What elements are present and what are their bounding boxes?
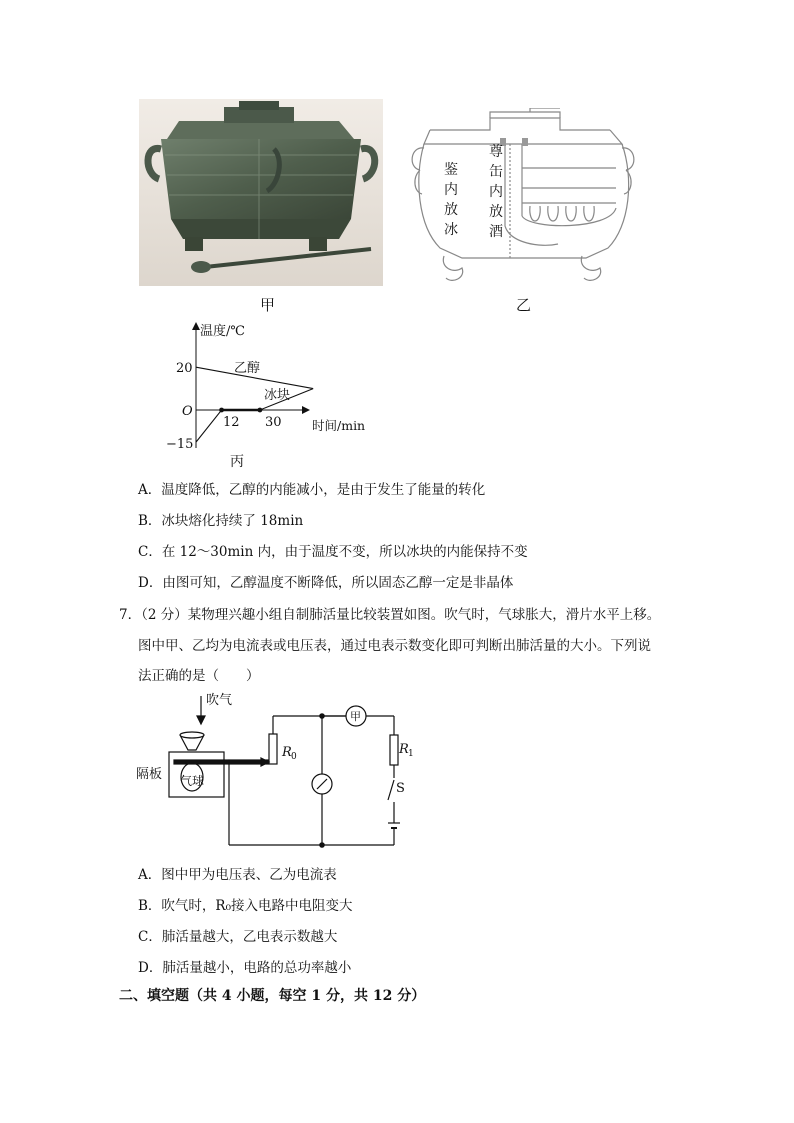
q7-option-b: B．吹气时，R₀接入电路中电阻变大 <box>138 898 353 914</box>
yi-right-label-3: 内 <box>489 184 503 200</box>
blow-label: 吹气 <box>206 693 233 708</box>
yi-left-label-4: 冰 <box>444 222 458 238</box>
q7-stem-line2: 图中甲、乙均为电流表或电压表，通过电表示数变化即可判断出肺活量的大小。下列说 <box>138 638 651 654</box>
yi-left-label-3: 放 <box>444 202 458 218</box>
y-tick-minus15: −15 <box>166 437 194 452</box>
q6-option-c: C．在 12～30min 内，由于温度不变，所以冰块的内能保持不变 <box>138 544 528 560</box>
q7-option-d: D．肺活量越小，电路的总功率越小 <box>138 960 352 976</box>
r1-subscript: 1 <box>408 749 414 759</box>
figure-bing-caption: 丙 <box>230 454 244 470</box>
melting-point-12 <box>219 408 224 413</box>
q6-option-d: D．由图可知，乙醇温度不断降低，所以固态乙醇一定是非晶体 <box>138 575 514 591</box>
section-title-fill-in: 二、填空题（共 4 小题，每空 1 分，共 12 分） <box>119 988 426 1004</box>
yi-right-label-2: 缶 <box>489 164 503 180</box>
yi-right-label-1: 尊 <box>489 144 503 160</box>
r0-label: R <box>282 745 292 760</box>
y-axis-label: 温度/℃ <box>200 324 245 339</box>
lung-capacity-circuit-diagram <box>136 690 426 852</box>
origin-label: O <box>182 404 193 419</box>
y-tick-20: 20 <box>176 361 193 376</box>
q7-option-c: C．肺活量越大，乙电表示数越大 <box>138 929 338 945</box>
series-label-ice: 冰块 <box>264 388 291 403</box>
figure-yi-caption: 乙 <box>516 296 532 314</box>
vessel-cross-section-diagram <box>410 108 638 286</box>
q7-stem-line1: 7．（2 分）某物理兴趣小组自制肺活量比较装置如图。吹气时，气球胀大，滑片水平上移。 <box>119 607 661 623</box>
yi-right-label-4: 放 <box>489 204 503 220</box>
series-line-ice <box>196 389 313 443</box>
q6-option-a: A．温度降低，乙醇的内能减小，是由于发生了能量的转化 <box>138 482 486 498</box>
yi-left-label-1: 鉴 <box>444 162 458 178</box>
partition-label: 隔板 <box>136 767 163 782</box>
q6-option-b: B．冰块熔化持续了 18min <box>138 513 304 529</box>
melting-point-30 <box>258 408 263 413</box>
yi-right-label-5: 酒 <box>489 224 503 240</box>
balloon-label: 气球 <box>180 774 205 788</box>
figure-jia-caption: 甲 <box>260 296 276 314</box>
q7-option-a: A．图中甲为电压表、乙为电流表 <box>138 867 337 883</box>
yi-left-label-2: 内 <box>444 182 458 198</box>
temperature-time-chart <box>160 320 390 472</box>
bronze-vessel-photo <box>139 99 383 286</box>
series-label-ethanol: 乙醇 <box>234 361 261 376</box>
r0-subscript: 0 <box>291 752 297 762</box>
x-axis-label: 时间/min <box>312 418 366 433</box>
meter-jia-label: 甲 <box>350 710 361 723</box>
q7-stem-line3: 法正确的是（ ） <box>138 668 260 684</box>
x-tick-30: 30 <box>265 415 282 430</box>
r1-label: R <box>399 742 409 757</box>
switch-label: S <box>396 781 405 796</box>
x-tick-12: 12 <box>223 415 240 430</box>
